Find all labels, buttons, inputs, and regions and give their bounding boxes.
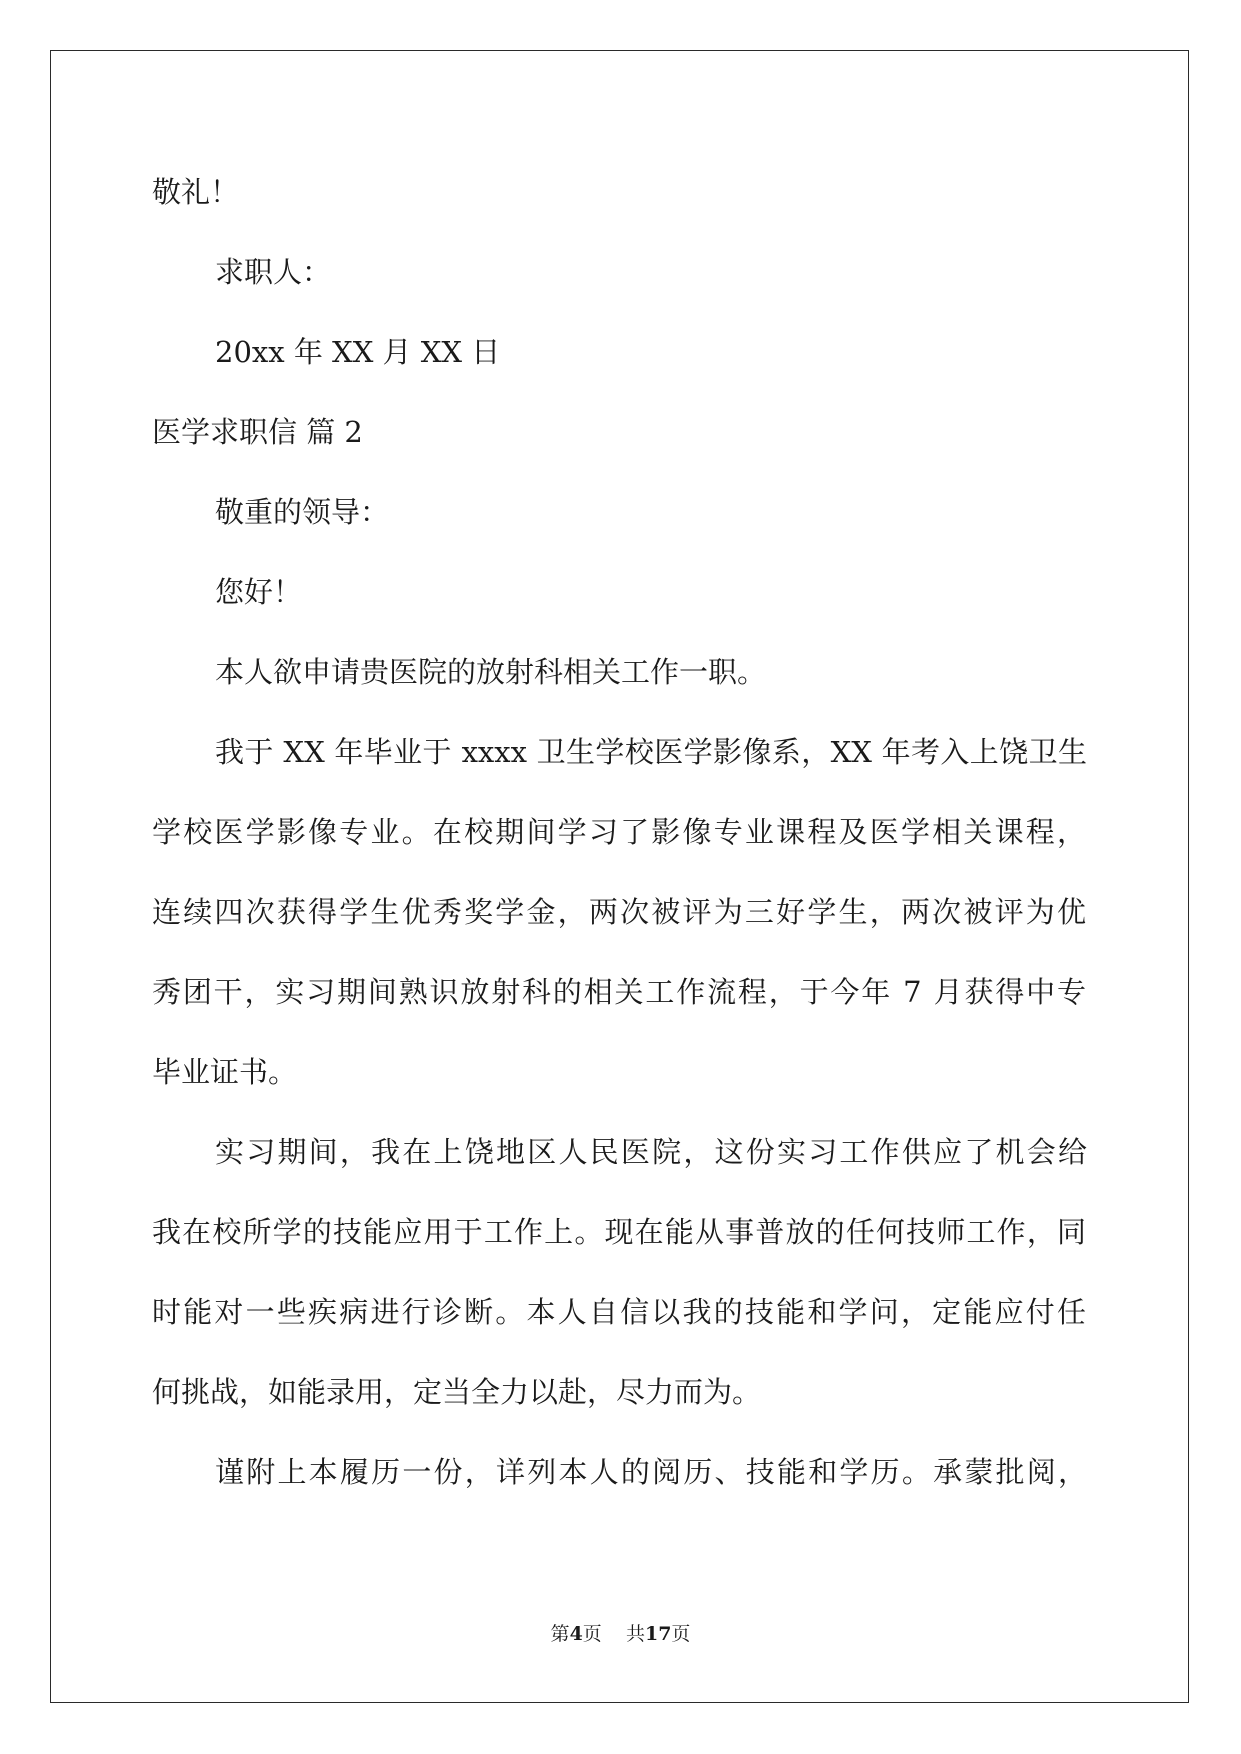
greeting: 您好！: [215, 575, 303, 609]
paragraph-line: 时能对一些疾病进行诊断。本人自信以我的技能和学问，定能应付任: [152, 1295, 1087, 1329]
paragraph-line: 谨附上本履历一份，详列本人的阅历、技能和学历。承蒙批阅，: [215, 1455, 1087, 1489]
paragraph-line: 我在校所学的技能应用于工作上。现在能从事普放的任何技师工作，同: [152, 1215, 1087, 1249]
footer-mid: 页 共: [582, 1623, 645, 1645]
total-pages-number: 17: [644, 1623, 672, 1645]
paragraph-line: 学校医学影像专业。在校期间学习了影像专业课程及医学相关课程，: [152, 815, 1087, 849]
footer-prefix: 第: [550, 1623, 570, 1645]
page-footer: [0, 1622, 1241, 1646]
salutation: 敬重的领导：: [215, 495, 390, 529]
paragraph-line: 连续四次获得学生优秀奖学金，两次被评为三好学生，两次被评为优: [152, 895, 1087, 929]
closing-salute: 敬礼！: [152, 175, 240, 209]
date-line: 20xx 年 XX 月 XX 日: [215, 335, 501, 369]
paragraph-line: 秀团干，实习期间熟识放射科的相关工作流程，于今年 7 月获得中专: [152, 975, 1087, 1009]
paragraph-line: 何挑战，如能录用，定当全力以赴，尽力而为。: [152, 1375, 762, 1409]
section-heading: 医学求职信 篇 2: [152, 415, 363, 449]
applicant-label: 求职人：: [215, 255, 332, 289]
paragraph-line: 本人欲申请贵医院的放射科相关工作一职。: [215, 655, 767, 689]
paragraph-line: 毕业证书。: [152, 1055, 298, 1089]
footer-suffix: 页: [671, 1623, 691, 1645]
current-page-number: 4: [569, 1623, 583, 1645]
paragraph-line: 我于 XX 年毕业于 xxxx 卫生学校医学影像系，XX 年考入上饶卫生: [215, 735, 1087, 769]
paragraph-line: 实习期间，我在上饶地区人民医院，这份实习工作供应了机会给: [215, 1135, 1087, 1169]
